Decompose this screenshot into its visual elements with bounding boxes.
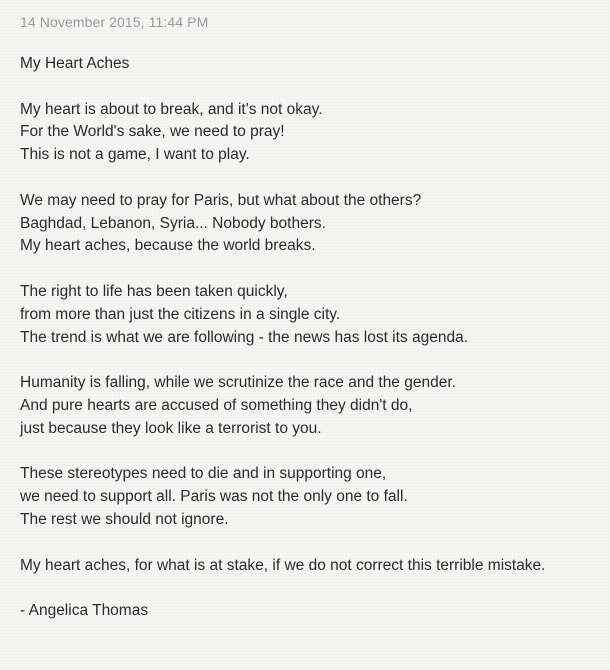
poem-line: My heart aches, for what is at stake, if we do not correct this terrible mistake. [20, 556, 546, 574]
blank-line [20, 349, 608, 372]
note-title: My Heart Aches [20, 55, 130, 72]
poem-line: My heart is about to break, and it's not okay. [20, 100, 323, 118]
poem-line: Baghdad, Lebanon, Syria... Nobody bothers. [20, 214, 326, 232]
poem-line: These stereotypes need to die and in supporting one, [20, 465, 387, 483]
signature: - Angelica Thomas [20, 602, 149, 620]
poem-line: This is not a game, I want to play. [20, 146, 250, 164]
poem-line: The rest we should not ignore. [20, 510, 229, 528]
poem-line: we need to support all. Paris was not the only one to fall. [20, 488, 408, 506]
poem-line: from more than just the citizens in a single city. [20, 305, 341, 323]
poem-line: We may need to pray for Paris, but what about the others? [20, 191, 422, 209]
poem-line: For the World's sake, we need to pray! [20, 123, 285, 141]
poem-line: The right to life has been taken quickly, [20, 282, 288, 300]
poem-line: The trend is what we are following - the news has lost its agenda. [20, 328, 469, 346]
blank-line [20, 441, 608, 464]
blank-line [20, 167, 608, 190]
poem-line: Humanity is falling, while we scrutinize the race and the gender. [20, 374, 456, 392]
poem-line: just because they look like a terrorist to you. [20, 419, 322, 437]
blank-line [20, 532, 608, 555]
note-timestamp: 14 November 2015, 11:44 PM [20, 14, 209, 30]
note-body[interactable] [20, 53, 608, 623]
blank-line [20, 76, 608, 99]
poem-line: And pure hearts are accused of something they didn't do, [20, 396, 413, 414]
blank-line [20, 577, 608, 600]
poem-line: My heart aches, because the world breaks. [20, 237, 316, 255]
blank-line [20, 258, 608, 281]
